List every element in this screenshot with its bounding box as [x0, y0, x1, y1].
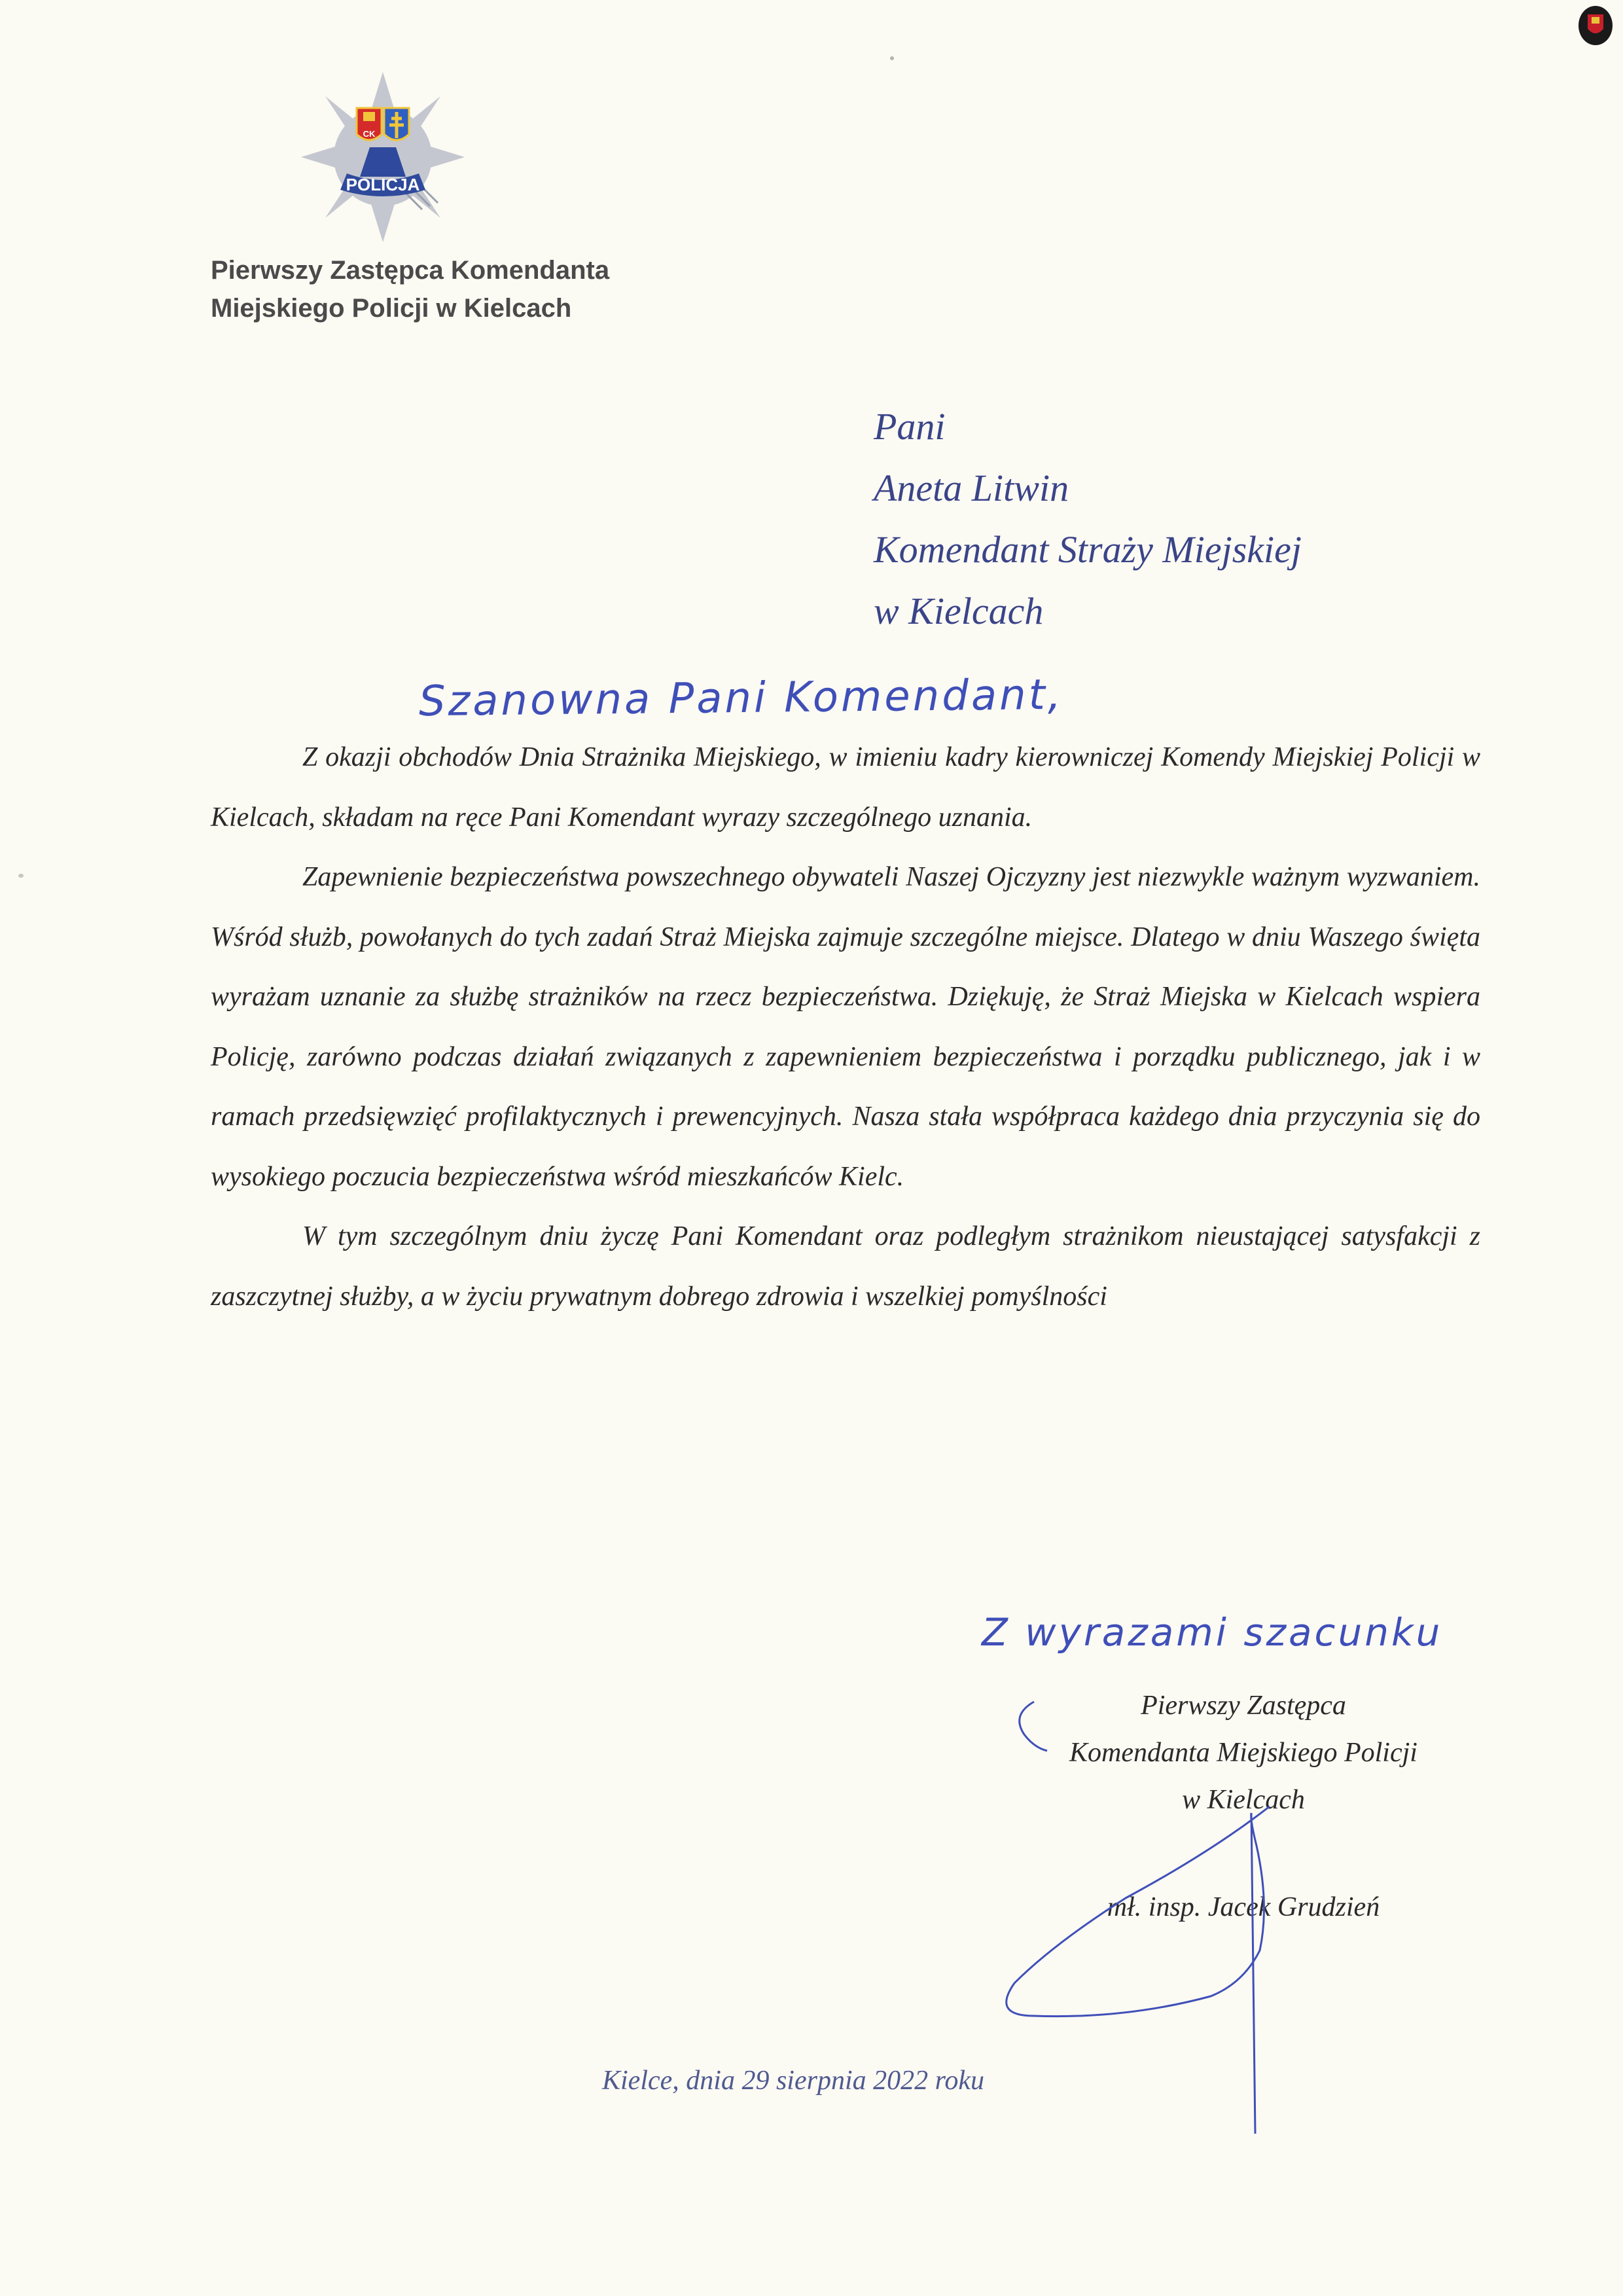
signer-title: Komendanta Miejskiego Policji	[1069, 1738, 1418, 1768]
sender-line: Miejskiego Policji w Kielcach	[211, 294, 572, 323]
body-paragraph: Zapewnienie bezpieczeństwa powszechnego obywateli Naszej Ojczyzny jest niezwykle ważnym wyzwaniem. Wśród służb, powołanych do tych zadań Straż Miejska zajmuje szczególne miejsce. Dlatego w dniu Waszego święta wyrażam uznanie za służbę strażników na rzecz bezpieczeństwa. Dziękuję, że Straż Miejska w Kielcach wspiera Policję, zarówno podczas działań związanych z zapewnieniem bezpieczeństwa i porządku publicznego, jak i w ramach przedsięwzięć profilaktycznych i prewencyjnych. Nasza stała współpraca każdego dnia przyczynia się do wysokiego poczucia bezpieczeństwa wśród mieszkańców Kielc.	[211, 862, 1480, 1192]
handwritten-signature-icon	[995, 1689, 1322, 2147]
paper-speck	[18, 874, 24, 878]
recipient-city: w Kielcach	[874, 590, 1044, 632]
signer-name: mł. insp. Jacek Grudzień	[1107, 1892, 1380, 1922]
sender-block	[211, 251, 609, 327]
place-date: Kielce, dnia 29 sierpnia 2022 roku	[602, 2066, 985, 2096]
shield-text: CK	[363, 129, 376, 139]
signer-title: w Kielcach	[1182, 1785, 1305, 1815]
sender-line: Pierwszy Zastępca Komendanta	[211, 256, 610, 285]
logo-text: POLICJA	[346, 175, 420, 194]
recipient-title: Komendant Straży Miejskiej	[874, 528, 1302, 571]
body-paragraph: Z okazji obchodów Dnia Strażnika Miejskiego, w imieniu kadry kierowniczej Komendy Miejskiej Policji w Kielcach, składam na ręce Pani Komendant wyrazy szczególnego uznania.	[211, 742, 1480, 833]
handwritten-salutation: Szanowna Pani Komendant,	[418, 670, 1064, 726]
recipient-block	[874, 396, 1302, 642]
handwritten-closing: Z wyrazami szacunku	[982, 1610, 1443, 1655]
letter-body	[211, 728, 1480, 1327]
recipient-name: Aneta Litwin	[874, 467, 1069, 509]
recipient-line: Pani	[874, 405, 946, 448]
police-logo-icon	[298, 69, 468, 245]
paper-speck	[890, 56, 894, 60]
body-paragraph: W tym szczególnym dniu życzę Pani Komendant oraz podległym strażnikom nieustającej satysfakcji z zaszczytnej służby, a w życiu prywatnym dobrego zdrowia i wszelkiej pomyślności	[211, 1221, 1480, 1312]
signer-title: Pierwszy Zastępca	[1141, 1691, 1346, 1721]
city-guard-badge-icon	[1576, 3, 1615, 48]
